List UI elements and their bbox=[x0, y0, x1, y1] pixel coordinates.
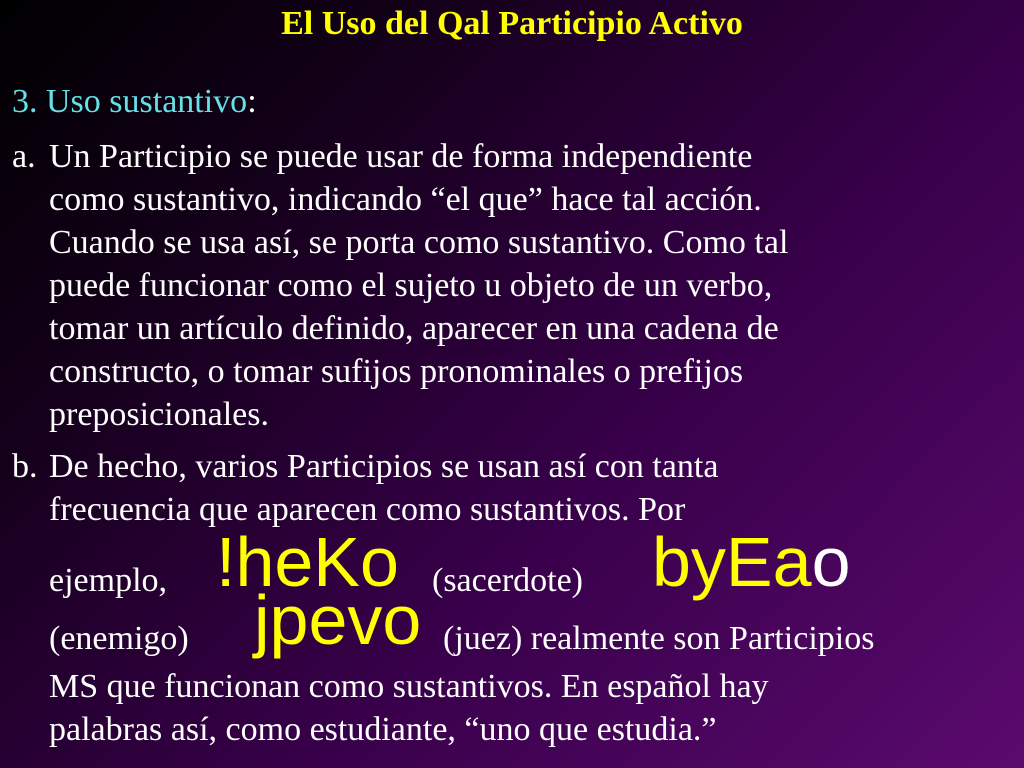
list-item-b-text bbox=[49, 445, 1024, 751]
item-a-line-1: Un Participio se puede usar de forma independiente bbox=[49, 138, 753, 175]
list-marker-a: a. bbox=[12, 138, 36, 175]
item-b-line-4 bbox=[49, 581, 1024, 659]
item-b-line-3 bbox=[49, 523, 1024, 601]
item-a-line-7: preposicionales. bbox=[49, 396, 269, 433]
list-item-b bbox=[12, 445, 1024, 768]
item-a-line-2: como sustantivo, indicando “el que” hace tal acción. bbox=[49, 181, 762, 218]
item-a-line-4: puede funcionar como el sujeto u objeto de un verbo, bbox=[49, 267, 773, 304]
hebrew-word-enemy-tail: o bbox=[811, 523, 851, 601]
ejemplo-label: ejemplo, bbox=[49, 562, 168, 599]
hebrew-word-enemy-main: byEa bbox=[652, 523, 812, 601]
hebrew-word-judge: jpevo bbox=[254, 581, 422, 659]
item-b-line-1: De hecho, varios Participios se usan así con tanta bbox=[49, 448, 719, 485]
hebrew-word-priest: !heKo bbox=[216, 523, 399, 601]
gloss-enemy: (enemigo) bbox=[49, 620, 189, 657]
item-b-line-2: frecuencia que aparecen como sustantivos. Por bbox=[49, 491, 686, 528]
item-a-line-3: Cuando se usa así, se porta como sustantivo. Como tal bbox=[49, 224, 789, 261]
gloss-priest: (sacerdote) bbox=[432, 562, 584, 599]
slide-title: El Uso del Qal Participio Activo bbox=[281, 5, 743, 42]
list-item-a-text bbox=[49, 135, 1024, 436]
item-a-line-6: constructo, o tomar sufijos pronominales o prefijos bbox=[49, 353, 744, 390]
section-heading bbox=[12, 80, 257, 124]
list-item-a bbox=[12, 135, 1024, 435]
section-heading-colon: : bbox=[247, 83, 257, 120]
item-a-line-5: tomar un artículo definido, aparecer en una cadena de bbox=[49, 310, 779, 347]
list-marker-b: b. bbox=[12, 448, 38, 485]
section-heading-label: 3. Uso sustantivo bbox=[12, 83, 248, 120]
gloss-judge: (juez) realmente son Participios bbox=[443, 620, 875, 657]
item-b-line-5: MS que funcionan como sustantivos. En español hay bbox=[49, 668, 769, 705]
item-b-line-6: palabras así, como estudiante, “uno que estudia.” bbox=[49, 711, 717, 748]
hebrew-word-enemy bbox=[652, 523, 851, 601]
